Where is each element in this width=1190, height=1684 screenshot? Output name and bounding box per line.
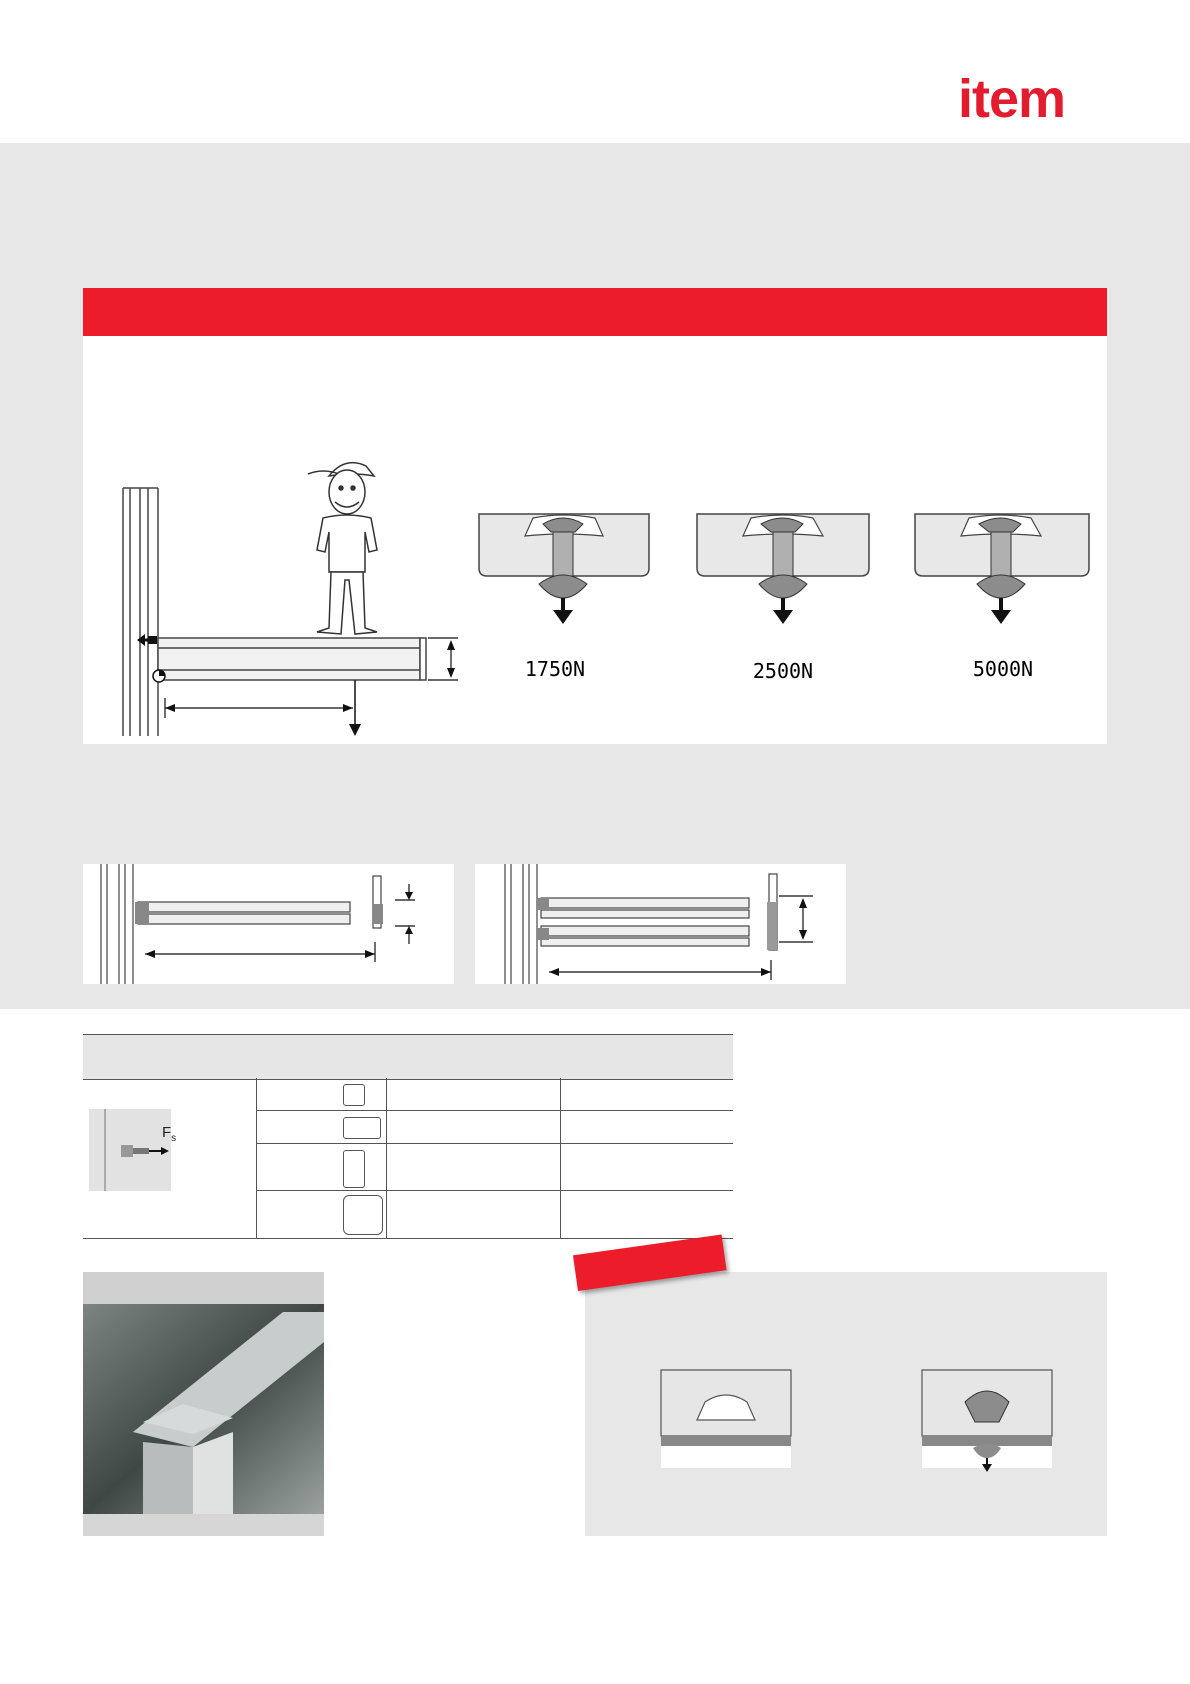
profile-cross-section-3: [915, 514, 1089, 624]
person-illustration-icon: [308, 463, 377, 634]
table-row-divider: [256, 1110, 733, 1111]
table-col-divider: [386, 1078, 387, 1238]
table-col-divider: [256, 1078, 257, 1238]
table-row-divider: [256, 1143, 733, 1144]
profile-icon-small: [343, 1084, 365, 1106]
section-header-bar: [83, 288, 1107, 336]
brand-logo: item: [958, 69, 1066, 129]
force-symbol: $F_s$: [162, 1124, 177, 1144]
force-label-3: 5000N: [972, 657, 1034, 681]
cantilever-diagram: [83, 336, 1107, 744]
profile-icon-large: [343, 1195, 383, 1235]
slot-empty-icon: [661, 1370, 791, 1468]
slot-bolt-illustration: [89, 1109, 171, 1191]
table-header: [83, 1034, 733, 1080]
slot-bolt-icon: [922, 1370, 1052, 1472]
diagram-panel-single-beam: [83, 864, 454, 984]
profile-icon-tall: [343, 1150, 365, 1188]
main-diagram-panel: [83, 336, 1107, 744]
aluminium-profile-photo: [83, 1272, 324, 1536]
table-row-divider: [256, 1190, 733, 1191]
table-col-divider: [560, 1078, 561, 1238]
profile-cross-section-2: [697, 514, 869, 624]
force-label-2: 2500N: [752, 659, 814, 683]
diagram-panel-double-beam: [475, 864, 846, 984]
comparison-panel: [585, 1272, 1107, 1536]
table-bottom-border: [83, 1238, 733, 1239]
profile-cross-section-1: [479, 514, 649, 624]
profile-icon-wide: [343, 1117, 381, 1139]
force-label-1: 1750N: [524, 657, 586, 681]
